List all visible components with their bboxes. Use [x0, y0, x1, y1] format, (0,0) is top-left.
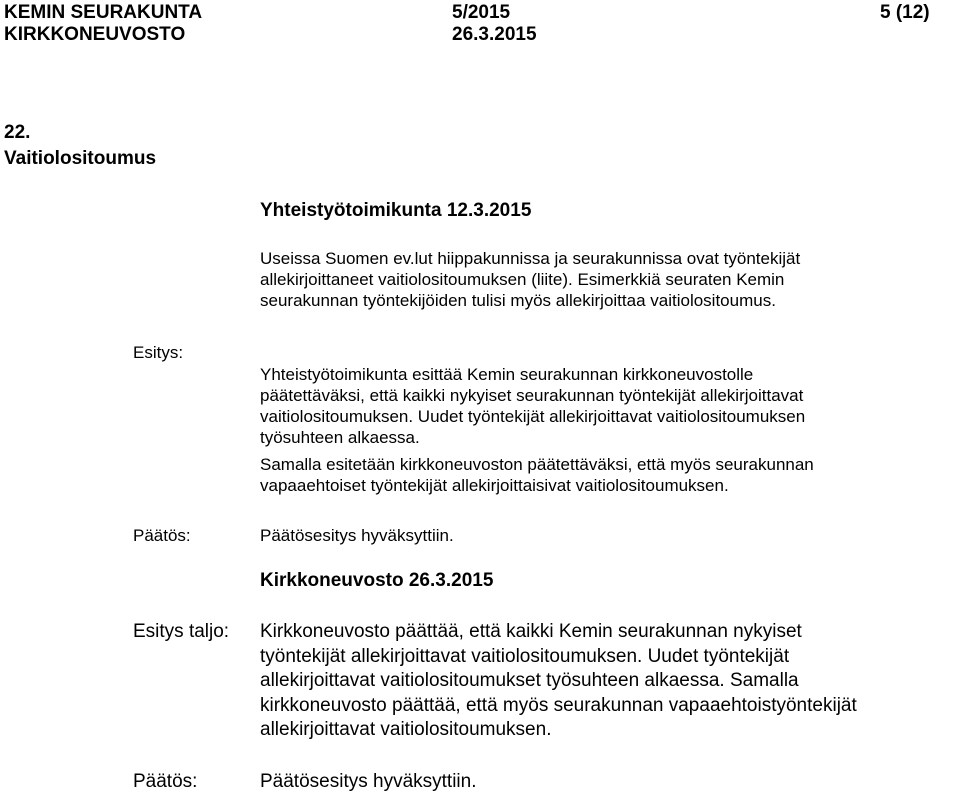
extra-line: Samalla esitetään kirkkoneuvoston päätettäväksi, että myös seurakunnan	[260, 455, 814, 474]
committee-extra-paragraph	[260, 454, 950, 496]
council-proposal-line: Kirkkoneuvosto päättää, että kaikki Kemin seurakunnan nykyiset	[260, 621, 802, 642]
intro-line: allekirjoittaneet vaitiolositoumuksen (liite). Esimerkkiä seuraten Kemin	[260, 270, 785, 289]
intro-line: Useissa Suomen ev.lut hiippakunnissa ja seurakunnissa ovat työntekijät	[260, 249, 801, 268]
council-proposal-line: allekirjoittavat vaitiolositoumukset työsuhteen alkaessa. Samalla	[260, 670, 799, 691]
committee-heading: Yhteistyötoimikunta 12.3.2015	[260, 200, 532, 221]
extra-line: vapaaehtoiset työntekijät allekirjoittaisivat vaitiolositoumuksen.	[260, 476, 729, 495]
proposal-line: työsuhteen alkaessa.	[260, 428, 420, 447]
committee-proposal-label: Esitys:	[133, 343, 184, 362]
section-number: 22.	[4, 122, 31, 143]
council-heading: Kirkkoneuvosto 26.3.2015	[260, 570, 494, 591]
header-date: 26.3.2015	[452, 24, 537, 45]
committee-decision-text: Päätösesitys hyväksyttiin.	[260, 526, 454, 545]
intro-line: seurakunnan työntekijöiden tulisi myös allekirjoittaa vaitiolositoumus.	[260, 291, 776, 310]
proposal-line: vaitiolositoumuksen. Uudet työntekijät allekirjoittavat vaitiolositoumuksen	[260, 407, 806, 426]
proposal-line: Yhteistyötoimikunta esittää Kemin seurakunnan kirkkoneuvostolle	[260, 365, 754, 384]
proposal-line: päätettäväksi, että kaikki nykyiset seurakunnan työntekijät allekirjoittavat	[260, 386, 804, 405]
council-proposal-line: kirkkoneuvosto päättää, että myös seurakunnan vapaaehtoistyöntekijät	[260, 694, 857, 716]
council-decision-text: Päätösesitys hyväksyttiin.	[260, 771, 477, 792]
section-title: Vaitiolositoumus	[4, 148, 157, 169]
council-proposal-line: työntekijät allekirjoittavat vaitiolositoumuksen. Uudet työntekijät	[260, 645, 790, 667]
council-proposal-paragraph	[260, 620, 950, 743]
committee-proposal-paragraph	[260, 364, 950, 448]
council-decision-label: Päätös:	[133, 771, 198, 792]
header-body: KIRKKONEUVOSTO	[4, 24, 186, 45]
council-proposal-line: allekirjoittavat vaitiolositoumuksen.	[260, 719, 552, 740]
header-page-number: 5 (12)	[880, 2, 930, 23]
header-meeting-number: 5/2015	[452, 2, 511, 23]
committee-decision-label: Päätös:	[133, 526, 191, 545]
committee-intro-paragraph	[260, 248, 950, 311]
header-org: KEMIN SEURAKUNTA	[4, 2, 203, 23]
council-proposal-label: Esitys taljo:	[133, 621, 230, 642]
